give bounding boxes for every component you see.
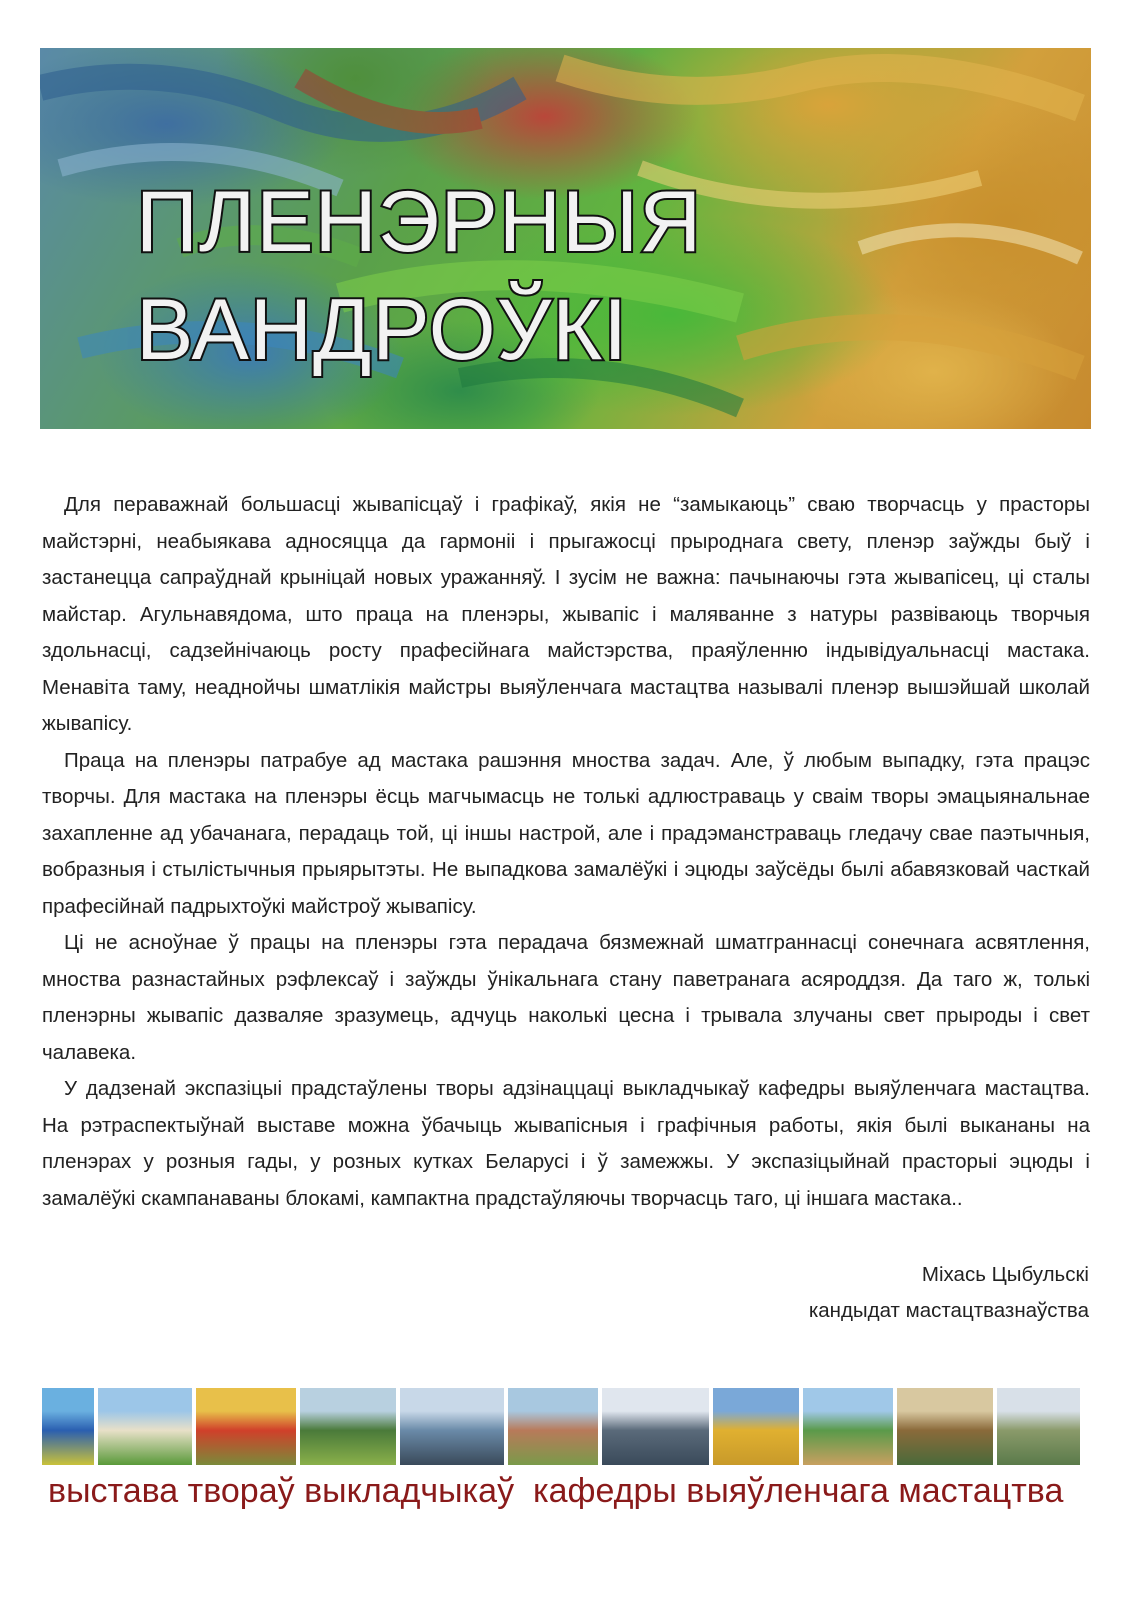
- title-line-2: ВАНДРОЎКІ: [136, 282, 629, 378]
- village-church-painting: [508, 1388, 598, 1465]
- title-line-1: ПЛЕНЭРНЫЯ: [136, 174, 703, 270]
- painting-thumbnails: [42, 1388, 1092, 1465]
- hills-autumn-painting: [897, 1388, 993, 1465]
- road-landscape-painting: [803, 1388, 893, 1465]
- blue-tree-painting: [42, 1388, 94, 1465]
- page-title: [136, 168, 702, 384]
- paragraph: У дадзенай экспазіцыі прадстаўлены творы адзінаццаці выкладчыкаў кафедры выяўленчага мастацтва. На рэтраспектыўнай выставе можна ўбачыць жывапісныя і графічныя работы, якія былі выкананы на пленэрах у розныя гады, у розных кутках Беларусі і ў замежжы. У экспазіцыйнай прасторыі эцюды і замалёўкі скампанаваны блокамі, кампактна прадстаўляючы творчасць таго, ці іншага мастака..: [42, 1077, 1090, 1210]
- paragraph: Праца на пленэры патрабуе ад мастака рашэння мноства задач. Але, ў любым выпадку, гэта працэс творчы. Для мастака на пленэры ёсць магчымасць не толькі адлюстраваць у сваім творы эмацыянальнае захапленне ад убачанага, перадаць той, ці іншы настрой, але і прадэманстраваць гледачу свае паэтычныя, вобразныя і стылістычныя прыярытэты. Не выпадкова замалёўкі і эцюды заўсёды былі абавязковай часткай прафесійнай падрыхтоўкі майстроў жывапісу.: [42, 748, 1090, 918]
- header-banner: [40, 48, 1091, 429]
- summer-tree-painting: [300, 1388, 396, 1465]
- church-painting: [98, 1388, 192, 1465]
- old-building-drawing: [602, 1388, 709, 1465]
- winter-river-painting: [400, 1388, 504, 1465]
- autumn-trees-painting: [196, 1388, 296, 1465]
- exhibition-caption: выстава твораў выкладчыкаў кафедры выяўленчага мастацтва: [48, 1472, 1064, 1510]
- river-church-painting: [997, 1388, 1080, 1465]
- paragraph: Ці не асноўнае ў працы на пленэры гэта перадача бязмежнай шматграннасці сонечнага асвятлення, мноства разнастайных рэфлексаў і заўжды ўнікальнага стану паветранага асяроддзя. Да таго ж, толькі пленэрны жывапіс дазваляе зразумець, адчуць наколькі цесна і трывала злучаны свет прыроды і свет чалавека.: [42, 931, 1090, 1064]
- author-signature: [809, 1257, 1089, 1329]
- paragraph: Для пераважнай большасці жывапісцаў і графікаў, якія не “замыкаюць” сваю творчасць у прасторы майстэрні, неабыякава адносяцца да гармоніі і прыгажосці прыроднага свету, пленэр заўжды быў і застанецца сапраўднай крыніцай новых уражанняў. І зусім не важна: пачынаючы гэта жывапісец, ці сталы майстар. Агульнавядома, што праца на пленэры, жывапіс і маляванне з натуры развіваюць творчыя здольнасці, садзейнічаюць росту прафесійнага майстэрства, праяўленню індывідуальнасці мастака. Менавіта таму, неаднойчы шматлікія майстры выяўленчага мастацтва называлі пленэр вышэйшай школай жывапісу.: [42, 493, 1090, 735]
- golden-field-painting: [713, 1388, 799, 1465]
- author-name: Міхась Цыбульскі: [921, 1263, 1089, 1286]
- author-title: кандыдат мастацтвазнаўства: [808, 1299, 1089, 1322]
- article-body: [42, 487, 1090, 1217]
